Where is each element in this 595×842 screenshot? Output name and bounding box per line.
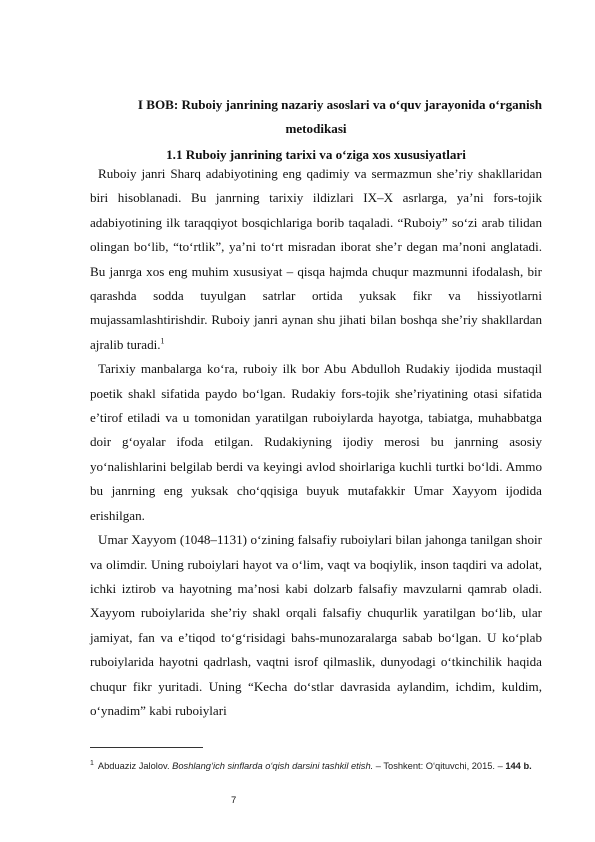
footnote-author: Abduaziz Jalolov. [97,761,170,772]
chapter-title-continued: metodikasi [285,121,347,136]
footnote-reference[interactable]: 1 [160,336,165,346]
body-text [90,162,542,723]
footnote-title: Boshlang‘ich sinflarda o‘qish darsini tashkil etish. [172,761,374,772]
page-number: 7 [231,795,237,806]
section-title: 1.1 Ruboiy janrining tarixi va o‘ziga xos xususiyatlari [166,147,466,162]
chapter-title: I BOB: Ruboiy janrining nazariy asoslari va o‘quv jarayonida o‘rganish [137,97,542,112]
paragraph-1 [90,162,542,357]
paragraph-3: Umar Xayyom (1048–1131) o‘zining falsafiy ruboiylari bilan jahonga tanilgan shoir va olimdir. Uning ruboiylari hayot va o‘lim, vaqt va boqiylik, inson taqdiri va adolat, ichki iztirob va hayotning ma’nosi kabi dolzarb falsafiy mavzularni qamrab oladi. Xayyom ruboiylarida she’riy shakl orqali falsafiy chuqurlik yaratilgan bo‘lib, ular jamiyat, fan va e’tiqod to‘g‘risidagi bahs-munozaralarga sabab bo‘lgan. U ko‘plab ruboiylarida hayotni qadrlash, vaqtni isrof qilmaslik, dunyodagi o‘tkinchilik haqida chuqur fikr yuritadi. Uning “Kecha do‘stlar davrasida aylandim, ichdim, kuldim, o‘ynadim” kabi ruboiylari [90,532,542,718]
footnote [90,756,542,774]
footnote-number: 1 [90,760,94,767]
footnote-pages: 144 b. [505,761,532,772]
footnote-publisher: – Toshkent: O‘qituvchi, 2015. – [373,761,506,772]
paragraph-2: Tarixiy manbalarga ko‘ra, ruboiy ilk bor Abu Abdulloh Rudakiy ijodida mustaqil poetik shakl sifatida paydo bo‘lgan. Rudakiy fors-tojik she’riyatining otasi sifatida e’tirof etiladi va u tomonidan yaratilgan ruboiylarda hayotga, tabiatga, muhabbatga doir g‘oyalar ifoda etilgan. Rudakiyning ijodiy merosi bu janrning asosiy yo‘nalishlarini belgilab berdi va keyingi avlod shoirlariga kuchli turtki bo‘ldi. Ammo bu janrning eng yuksak cho‘qqisiga buyuk mutafakkir Umar Xayyom ijodida erishilgan. [90,361,542,523]
paragraph-1-text: Ruboiy janri Sharq adabiyotining eng qadimiy va sermazmun she’riy shakllaridan biri hisoblanadi. Bu janrning tarixiy ildizlari IX–X asrlarga, ya’ni fors-tojik adabiyotining ilk taraqqiyot bosqichlariga borib taqaladi. “Ruboiy” so‘zi arab tilidan olingan bo‘lib, “to‘rtlik”, ya’ni to‘rt misradan iborat she’r degan ma’noni anglatadi. Bu janrga xos eng muhim xususiyat – qisqa hajmda chuqur mazmunni ifodalash, bir qarashda sodda tuyulgan satrlar ortida yuksak fikr va hissiyotlarni mujassamlashtirishdir. Ruboiy janri aynan shu jihati bilan boshqa she’riy shakllardan ajralib turadi. [90,166,542,352]
footnote-divider [90,747,203,748]
